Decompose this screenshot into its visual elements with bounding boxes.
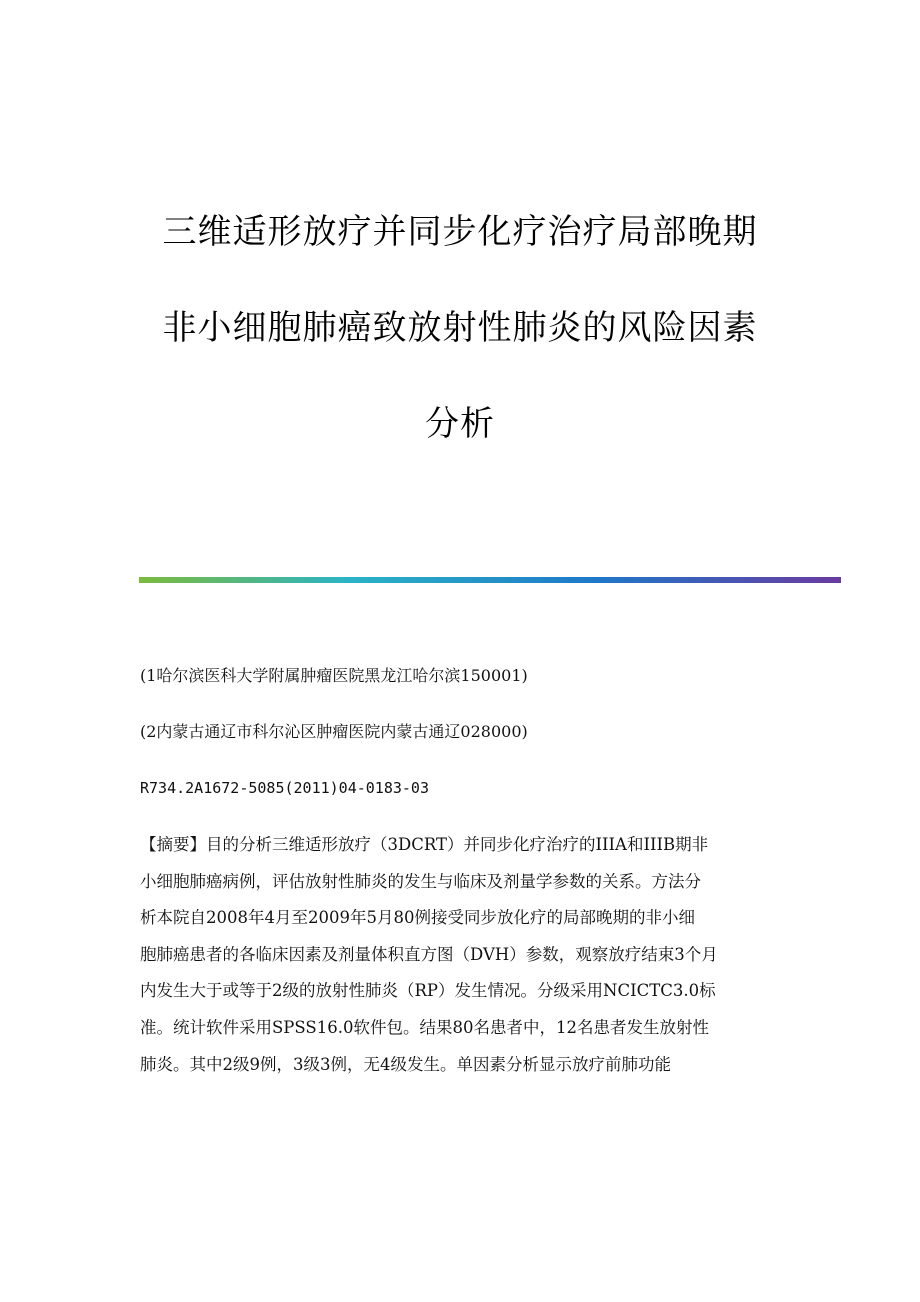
affiliation-1: (1哈尔滨医科大学附属肿瘤医院黑龙江哈尔滨150001) [140,666,528,685]
abstract-line: 准。统计软件采用SPSS16.0软件包。结果80名患者中，12名患者发生放射性 [140,1017,709,1037]
title-line: 非小细胞肺癌致放射性肺炎的风险因素 [162,308,758,348]
title-line: 三维适形放疗并同步化疗治疗局部晚期 [162,212,758,252]
abstract-line: 内发生大于或等于2级的放射性肺炎（RP）发生情况。分级采用NCICTC3.0标 [140,981,716,1001]
affiliation-2: (2内蒙古通辽市科尔沁区肿瘤医院内蒙古通辽028000) [140,722,528,741]
classification-code: R734.2A1672-5085(2011)04-0183-03 [140,779,429,797]
abstract-line: 析本院自2008年4月至2009年5月80例接受同步放化疗的局部晚期的非小细 [140,908,695,928]
abstract-line: 肺炎。其中2级9例，3级3例，无4级发生。单因素分析显示放疗前肺功能 [140,1054,671,1074]
abstract-line: 小细胞肺癌病例，评估放射性肺炎的发生与临床及剂量学参数的关系。方法分 [140,871,701,891]
gradient-divider [139,577,841,583]
abstract [140,827,780,1083]
abstract-line: 胞肺癌患者的各临床因素及剂量体积直方图（DVH）参数，观察放疗结束3个月 [140,944,718,964]
abstract-line: 【摘要】目的分析三维适形放疗（3DCRT）并同步化疗治疗的IIIA和IIIB期非 [140,835,709,854]
title-line: 分析 [425,404,495,444]
paper-title [100,184,820,472]
